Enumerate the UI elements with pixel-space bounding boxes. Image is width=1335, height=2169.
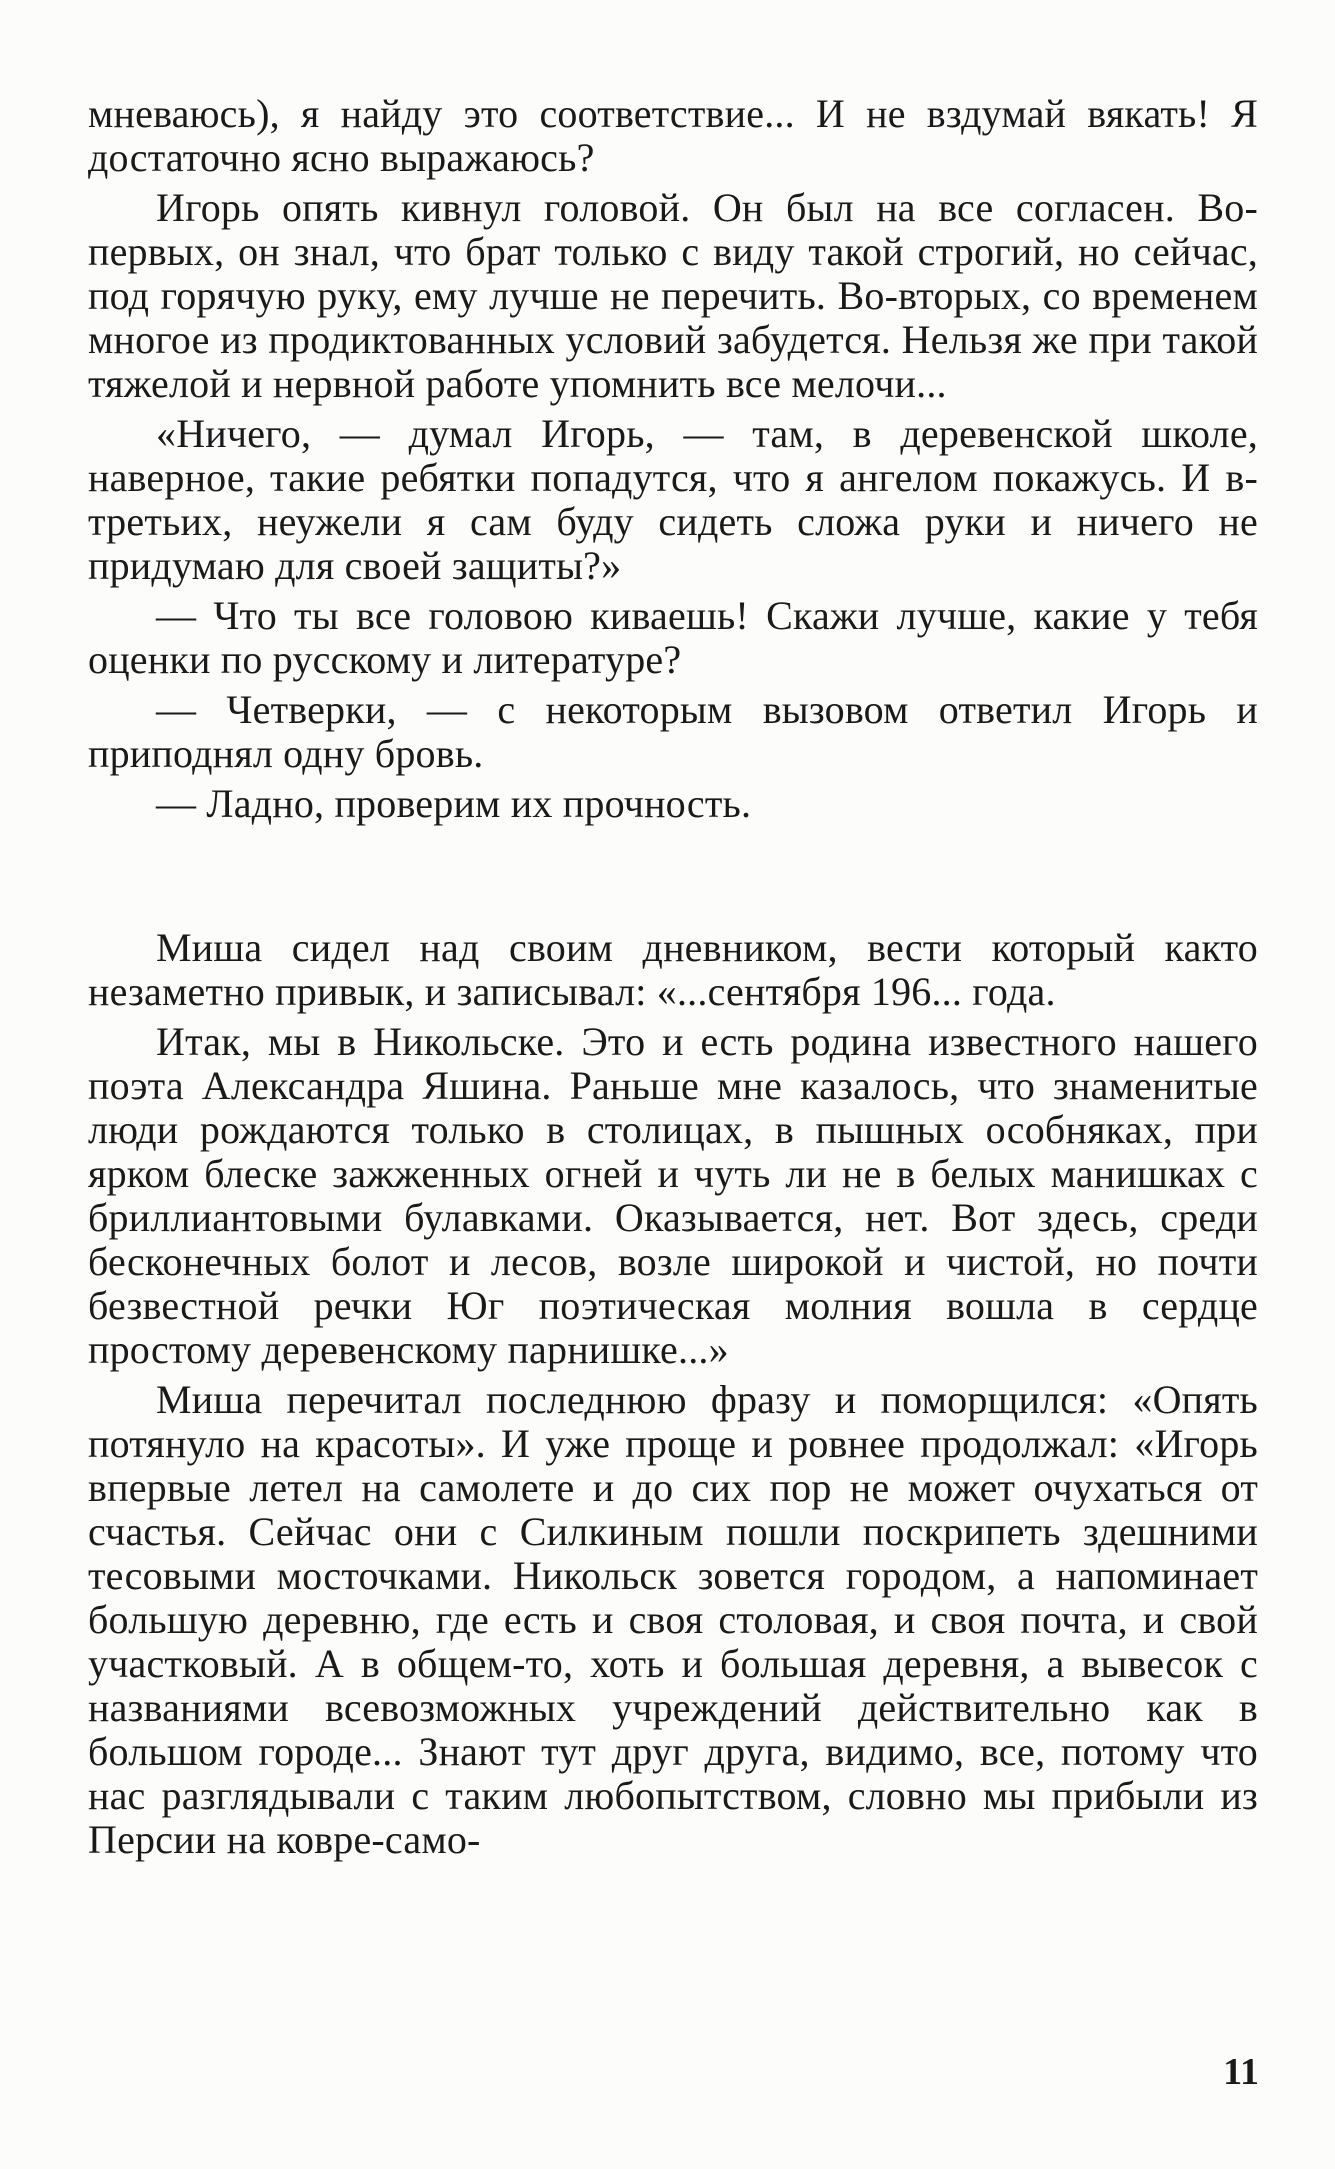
paragraph: Миша перечитал последнюю фразу и поморщился: «Опять потянуло на красоты». И уже проще и ровнее продолжал: «Игорь впервые летел на самолете и до сих пор не может очухаться от счастья. Сейчас они с Силкиным пошли поскрипеть здешними тесовыми мосточками. Никольск зовется городом, а напоминает большую деревню, где есть и своя столовая, и своя почта, и свой участковый. А в общем-то, хоть и большая деревня, а вывесок с названиями всевозможных учреждений действительно как в большом городе... Знают тут друг друга, видимо, все, потому что нас разглядывали с таким любопытством, словно мы прибыли из Персии на ковре-само-	[88, 1377, 1258, 1862]
page-number: 11	[1223, 2051, 1259, 2093]
paragraph: мневаюсь), я найду это соответствие... И не вздумай вякать! Я достаточно ясно выражаюсь?	[88, 91, 1258, 180]
page-text	[88, 92, 1258, 1862]
section-break	[88, 832, 1258, 926]
paragraph: Миша сидел над своим дневником, вести который както незаметно привык, и записывал: «...сентября 196... года.	[88, 925, 1258, 1014]
paragraph: «Ничего, — думал Игорь, — там, в деревенской школе, наверное, такие ребятки попадутся, что я ангелом покажусь. И в-третьих, неужели я сам буду сидеть сложа руки и ничего не придумаю для своей защиты?»	[88, 411, 1258, 588]
dialogue-line: — Что ты все головою киваешь! Скажи лучше, какие у тебя оценки по русскому и литературе?	[88, 593, 1258, 682]
dialogue-line: — Ладно, проверим их прочность.	[156, 781, 752, 826]
dialogue-line: — Четверки, — с некоторым вызовом ответил Игорь и приподнял одну бровь.	[88, 687, 1258, 776]
paragraph: Игорь опять кивнул головой. Он был на все согласен. Во-первых, он знал, что брат только с виду такой строгий, но сейчас, под горячую руку, ему лучше не перечить. Во-вторых, со временем многое из продиктованных условий забудется. Нельзя же при такой тяжелой и нервной работе упомнить все мелочи...	[88, 185, 1258, 406]
paragraph: Итак, мы в Никольске. Это и есть родина известного нашего поэта Александра Яшина. Раньше мне казалось, что знаменитые люди рождаются только в столицах, в пышных особняках, при ярком блеске зажженных огней и чуть ли не в белых манишках с бриллиантовыми булавками. Оказывается, нет. Вот здесь, среди бесконечных болот и лесов, возле широкой и чистой, но почти безвестной речки Юг поэтическая молния вошла в сердце простому деревенскому парнишке...»	[88, 1019, 1258, 1372]
